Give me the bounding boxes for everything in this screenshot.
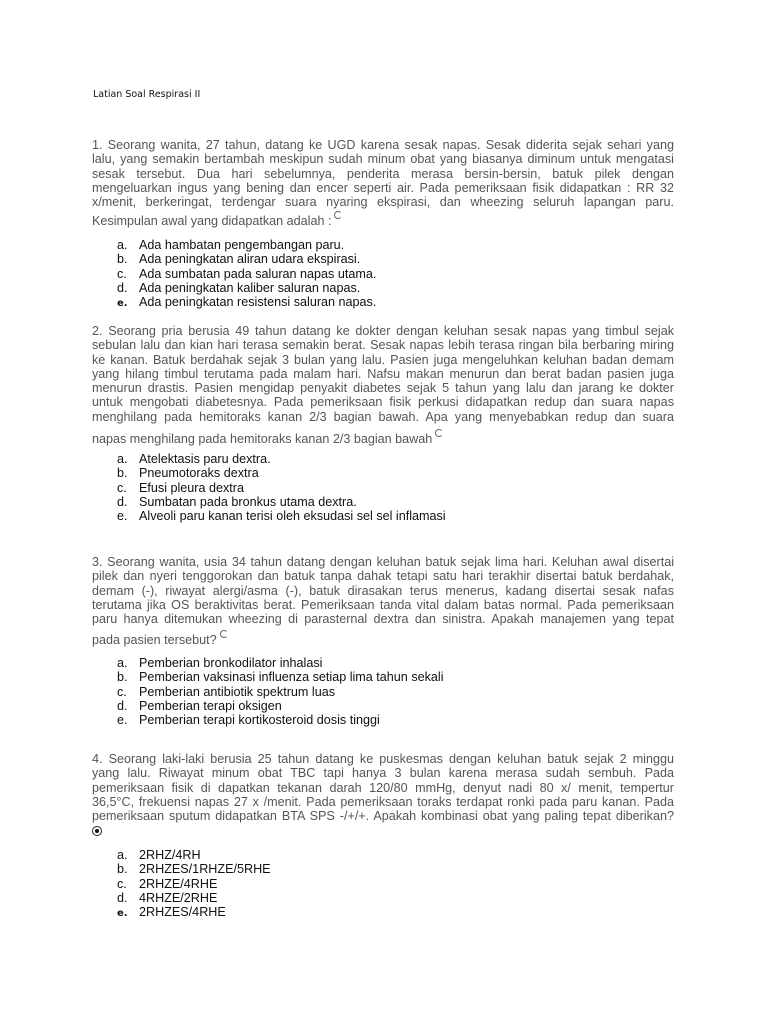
answer-option[interactable] — [117, 656, 444, 670]
option-text: 2RHZE/4RHE — [139, 876, 218, 891]
answer-option[interactable] — [117, 466, 446, 480]
option-letter: b. — [117, 466, 128, 481]
answer-options-2 — [117, 452, 446, 523]
answer-options-4 — [117, 848, 271, 919]
question-line: untuk mengobati diabetesnya. Pada pemeriksaan fisik perkusi didapatkan redup dan suara napas — [92, 395, 674, 410]
option-text: Pemberian antibiotik spektrum luas — [139, 684, 335, 699]
option-text: 2RHZES/1RHZE/5RHE — [139, 862, 271, 877]
question-line: 2. Seorang pria berusia 49 tahun datang ke dokter dengan keluhan sesak napas yang timbul sejak — [92, 324, 674, 338]
question-prompt-text: napas menghilang pada hemitoraks kanan 2/3 bagian bawah — [92, 432, 433, 447]
question-line: 36,5°C, frekuensi napas 27 x /menit. Pada pemeriksaan toraks terdapat ronki pada paru kanan. Pada — [92, 794, 674, 809]
question-line: demam (-), riwayat alergi/asma (-), batuk dirasakan terus menerus, kadang disertai sesak nafas — [92, 583, 674, 598]
option-text: Ada hambatan pengembangan paru. — [139, 238, 345, 252]
answer-option[interactable] — [117, 877, 271, 891]
question-prompt-text: Kesimpulan awal yang didapatkan adalah : — [92, 214, 332, 229]
option-letter: b. — [117, 252, 128, 267]
option-letter: e. — [117, 908, 128, 920]
option-letter: e. — [117, 509, 128, 524]
question-1 — [92, 138, 674, 229]
answer-radio-icon[interactable] — [220, 630, 228, 638]
question-line: pilek dan nyeri tenggorokan dan batuk tanpa dahak tetapi satu hari terakhir disertai batuk berdahak, — [92, 569, 674, 584]
answer-option[interactable] — [117, 295, 376, 309]
option-text: Pemberian terapi oksigen — [139, 698, 282, 713]
option-letter: b. — [117, 862, 128, 877]
answer-option[interactable] — [117, 848, 271, 862]
question-line: yang lalu. Riwayat minum obat TBC tapi hanya 3 bulan karena merasa sudah sembuh. Pada — [92, 766, 674, 781]
question-prompt — [92, 211, 674, 228]
option-letter: a. — [117, 848, 128, 862]
answer-option[interactable] — [117, 699, 444, 713]
answer-option[interactable] — [117, 252, 376, 266]
question-line: paru hanya ditemukan wheezing di parasternal dextra dan sinistra. Apakah manajemen yang tepat — [92, 612, 674, 627]
question-line: menurun drastis. Pasien mengidap penyakit diabetes sejak 5 tahun yang lalu dan jarang ke dokter — [92, 381, 674, 396]
option-letter: e. — [117, 713, 128, 728]
answer-option[interactable] — [117, 670, 444, 684]
option-text: Pemberian bronkodilator inhalasi — [139, 656, 323, 670]
question-3 — [92, 555, 674, 648]
answer-option[interactable] — [117, 281, 376, 295]
option-text: Efusi pleura dextra — [139, 480, 245, 495]
question-2 — [92, 324, 674, 446]
option-text: Ada peningkatan kaliber saluran napas. — [139, 280, 361, 295]
answer-options-1 — [117, 238, 376, 309]
option-letter: c. — [117, 684, 127, 699]
question-prompt — [92, 429, 674, 446]
answer-option[interactable] — [117, 495, 446, 509]
question-line: 3. Seorang wanita, usia 34 tahun datang dengan keluhan batuk sejak lima hari. Keluhan awal disertai — [92, 555, 674, 569]
question-line: menghilang pada hemitoraks kanan 2/3 bagian bawah. Apa yang menyebabkan redup dan suara — [92, 409, 674, 424]
option-letter: c. — [117, 480, 127, 495]
answer-option[interactable] — [117, 452, 446, 466]
question-line: mengeluarkan ingus yang bening dan encer seperti air. Pada pemeriksaan fisik didapatkan : RR 32 — [92, 180, 674, 195]
question-line: ke kanan. Batuk berdahak sejak 3 bulan yang lalu. Pasien juga mengeluhkan keluhan badan demam — [92, 352, 674, 367]
answer-radio-selected-icon[interactable] — [92, 826, 102, 836]
option-letter: a. — [117, 238, 128, 252]
answer-option[interactable] — [117, 481, 446, 495]
option-letter: c. — [117, 266, 127, 281]
question-text — [92, 752, 674, 823]
answer-option[interactable] — [117, 509, 446, 523]
option-text: Ada peningkatan resistensi saluran napas. — [139, 295, 377, 310]
option-text: 2RHZ/4RH — [139, 848, 201, 862]
question-line: yang hilang timbul terutama pada malam hari. Nafsu makan menurun dan berat badan pasien juga — [92, 366, 674, 381]
answer-radio-icon[interactable] — [334, 211, 342, 219]
option-letter: c. — [117, 876, 127, 891]
option-text: Alveoli paru kanan terisi oleh eksudasi sel sel inflamasi — [139, 509, 446, 524]
option-text: Pneumotoraks dextra — [139, 466, 259, 481]
option-letter: a. — [117, 656, 128, 670]
question-line: 4. Seorang laki-laki berusia 25 tahun datang ke puskesmas dengan keluhan batuk sejak 2 minggu — [92, 752, 674, 766]
option-letter: d. — [117, 698, 128, 713]
answer-option[interactable] — [117, 238, 376, 252]
answer-radio-icon[interactable] — [435, 429, 443, 437]
option-letter: d. — [117, 890, 128, 905]
option-letter: e. — [117, 298, 128, 310]
option-text: 2RHZES/4RHE — [139, 905, 226, 920]
question-line: pemeriksaan fisik di dapatkan tekanan darah 120/80 mmHg, denyut nadi 80 x/ menit, tempertur — [92, 780, 674, 795]
question-prompt — [92, 825, 674, 839]
question-text — [92, 555, 674, 626]
option-letter: d. — [117, 494, 128, 509]
question-line: sesak tersebut. Dua hari sebelumnya, penderita merasa bersin-bersin, batuk pilek dengan — [92, 166, 674, 181]
option-text: Atelektasis paru dextra. — [139, 452, 271, 466]
question-line: pemeriksaan sputum didapatkan BTA SPS -/+/+. Apakah kombinasi obat yang paling tepat diberikan? — [92, 809, 674, 824]
option-text: Ada sumbatan pada saluran napas utama. — [139, 266, 377, 281]
question-prompt — [92, 630, 674, 647]
answer-option[interactable] — [117, 862, 271, 876]
option-text: Ada peningkatan aliran udara ekspirasi. — [139, 252, 361, 267]
question-4 — [92, 752, 674, 840]
question-line: terutama jika OS beraktivitas berat. Pemeriksaan tanda vital dalam batas normal. Pada pemeriksaan — [92, 597, 674, 612]
question-line: sebulan lalu dan kian hari terasa semakin berat. Sesak napas lebih terasa ringan bila berbaring miring — [92, 338, 674, 353]
option-letter: b. — [117, 670, 128, 685]
answer-option[interactable] — [117, 891, 271, 905]
option-letter: d. — [117, 280, 128, 295]
question-line: x/menit, berkeringat, terdengar suara nyaring ekspirasi, dan wheezing seluruh lapangan paru. — [92, 195, 674, 210]
option-letter: a. — [117, 452, 128, 466]
question-line: 1. Seorang wanita, 27 tahun, datang ke UGD karena sesak napas. Sesak diderita sejak sehari yang — [92, 138, 674, 152]
question-text — [92, 138, 674, 209]
answer-option[interactable] — [117, 905, 271, 919]
option-text: Pemberian terapi kortikosteroid dosis tinggi — [139, 713, 380, 728]
option-text: Sumbatan pada bronkus utama dextra. — [139, 494, 357, 509]
option-text: Pemberian vaksinasi influenza setiap lima tahun sekali — [139, 670, 444, 685]
answer-option[interactable] — [117, 685, 444, 699]
answer-option[interactable] — [117, 713, 444, 727]
question-text — [92, 324, 674, 424]
question-prompt-text: pada pasien tersebut? — [92, 633, 217, 648]
option-text: 4RHZE/2RHE — [139, 890, 218, 905]
question-line: lalu, yang semakin bertambah meskipun sudah minum obat yang biasanya diminum untuk mengatasi — [92, 152, 674, 167]
answer-options-3 — [117, 656, 444, 727]
answer-option[interactable] — [117, 267, 376, 281]
document-title: Latian Soal Respirasi II — [93, 89, 201, 100]
